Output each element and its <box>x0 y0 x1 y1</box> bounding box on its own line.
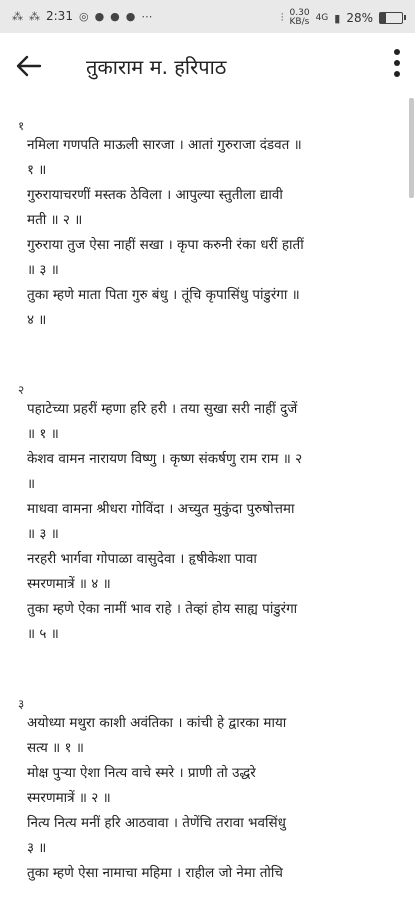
notification-icon-3: ● <box>125 9 136 23</box>
more-notifications-icon: ⋯ <box>141 9 153 23</box>
verse-line: ४ ॥ <box>27 312 47 328</box>
grid-icon-2: ⁂ <box>29 9 40 23</box>
verse-line: १ ॥ <box>27 162 47 178</box>
verse-line: ॥ १ ॥ <box>27 426 59 442</box>
verse-line: सत्य ॥ १ ॥ <box>27 740 84 756</box>
verse-line: स्मरणमात्रें ॥ २ ॥ <box>27 790 111 806</box>
notification-icon-2: ● <box>110 9 120 23</box>
verse-line: तुका म्हणे ऐका नामीं भाव राहे । तेव्हां होय साह्य पांडुरंगा <box>27 601 298 617</box>
app-bar <box>0 33 415 99</box>
section-number: १ <box>18 119 25 133</box>
verse-line: तुका म्हणे माता पिता गुरु बंधु । तूंचि कृपासिंधु पांडुरंगा ॥ <box>27 287 300 303</box>
signal-icon: ▮ <box>334 11 341 25</box>
status-right <box>281 9 403 27</box>
verse-line: मती ॥ २ ॥ <box>27 212 83 228</box>
verse-line: मोक्ष पुऱ्या ऐशा नित्य वाचे स्मरे । प्राणी तो उद्धरे <box>27 765 256 781</box>
more-options-icon[interactable] <box>391 49 403 83</box>
verse-line: केशव वामन नारायण विष्णु । कृष्ण संकर्षणु राम राम ॥ २ <box>27 451 303 467</box>
verse-line: नित्य नित्य मनीं हरि आठवावा । तेणेंचि तरावा भवसिंधु <box>27 815 286 831</box>
section-number: ३ <box>18 697 25 711</box>
battery-percent: 28% <box>346 11 373 25</box>
abhang-section <box>18 695 400 886</box>
battery-icon <box>379 12 403 24</box>
abhang-section <box>18 117 400 333</box>
verse-line: नमिला गणपति माऊली सारजा । आतां गुरुराजा दंडवत ॥ <box>27 137 302 153</box>
back-arrow-icon[interactable] <box>14 51 44 81</box>
signal-label: 4G <box>315 13 329 23</box>
verse-line: ॥ ५ ॥ <box>27 626 59 642</box>
network-speed: 0.30 KB/s <box>289 8 310 27</box>
battery-level <box>380 13 386 23</box>
whatsapp-icon: ◎ <box>78 9 89 23</box>
verse-line: ॥ <box>27 476 36 492</box>
page-title: तुकाराम म. हरिपाठ <box>86 55 227 79</box>
verse-line: गुरुराया तुज ऐसा नाहीं सखा । कृपा करुनी रंका धरीं हातीं <box>27 237 304 253</box>
verse-line: तुका म्हणे ऐसा नामाचा महिमा । राहील जो नेमा तोचि <box>27 865 283 881</box>
scrollbar[interactable] <box>409 98 414 198</box>
wifi-icon: ⫶ <box>280 11 284 24</box>
verse-line: ॥ ३ ॥ <box>27 262 59 278</box>
abhang-section <box>18 381 400 647</box>
verse-line: गुरुरायाचरणीं मस्तक ठेविला । आपुल्या स्तुतीला द्यावी <box>27 187 283 203</box>
status-bar <box>0 0 415 33</box>
verse-line: पहाटेच्या प्रहरीं म्हणा हरि हरी । तया सुखा सरी नाहीं दुजें <box>27 401 298 417</box>
status-time: 2:31 <box>46 9 73 23</box>
section-gap <box>0 333 400 363</box>
verse-line: माधवा वामना श्रीधरा गोविंदा । अच्युत मुकुंदा पुरुषोत्तमा <box>27 501 295 517</box>
section-number: २ <box>18 383 25 397</box>
verse-line: ३ ॥ <box>27 840 47 856</box>
section-gap <box>0 647 400 677</box>
verse-line: अयोध्या मथुरा काशी अवंतिका । कांची हे द्वारका माया <box>27 715 287 731</box>
status-left <box>12 9 152 23</box>
text-content <box>0 99 400 900</box>
verse-line: ॥ ३ ॥ <box>27 526 59 542</box>
verse-line: नरहरी भार्गवा गोपाळा वासुदेवा । हृषीकेशा पावा <box>27 551 257 567</box>
grid-icon: ⁂ <box>12 9 23 23</box>
verse-line: स्मरणमात्रें ॥ ४ ॥ <box>27 576 111 592</box>
notification-icon: ● <box>94 9 105 23</box>
